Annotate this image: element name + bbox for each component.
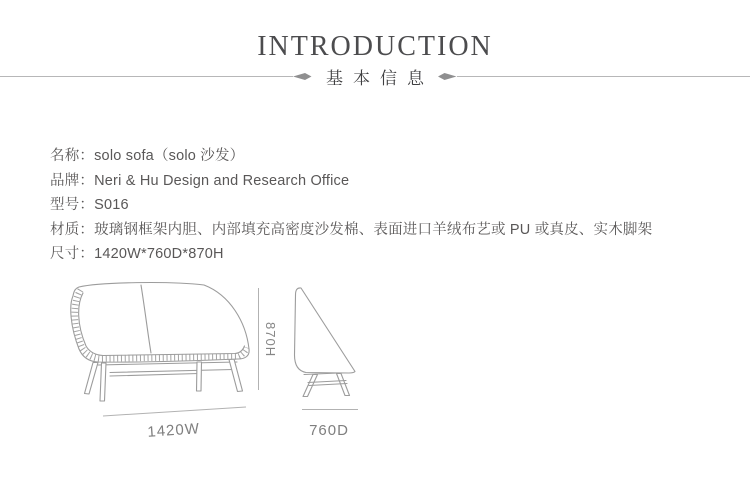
info-row-material bbox=[50, 218, 710, 243]
section-title: INTRODUCTION bbox=[257, 31, 493, 62]
info-label: 品牌： bbox=[50, 172, 95, 189]
left-rule-line bbox=[0, 76, 293, 77]
subsection-title: 基本信息 bbox=[326, 68, 434, 88]
sofa-body bbox=[71, 283, 249, 363]
left-rule bbox=[0, 72, 312, 81]
right-arrow-icon bbox=[293, 72, 312, 81]
sofa-leg bbox=[85, 363, 99, 395]
width-dimension-label: 1420W bbox=[146, 420, 201, 441]
height-dimension bbox=[259, 288, 279, 390]
dimension-diagram bbox=[40, 270, 380, 455]
right-rule bbox=[438, 72, 750, 81]
info-value: S016 bbox=[94, 197, 129, 214]
info-value: 玻璃钢框架内胆、内部填充高密度沙发棉、表面进口羊绒布艺或 PU 或真皮、实木脚架 bbox=[94, 221, 653, 238]
sofa-rail bbox=[110, 370, 233, 373]
info-label: 名称： bbox=[50, 148, 95, 164]
sofa-leg bbox=[229, 359, 243, 392]
info-value: Neri & Hu Design and Research Office bbox=[94, 172, 350, 189]
sofa-leg bbox=[197, 362, 202, 391]
width-dimension-line bbox=[103, 407, 246, 416]
sofa-rail bbox=[110, 374, 199, 377]
info-row-model bbox=[50, 193, 710, 218]
height-dimension-label: 870H bbox=[263, 322, 278, 358]
info-value: solo sofa（solo 沙发） bbox=[94, 148, 245, 164]
sofa-side-body bbox=[295, 288, 356, 373]
depth-dimension bbox=[302, 410, 358, 440]
subsection-header bbox=[0, 64, 750, 88]
depth-dimension-label: 760D bbox=[309, 422, 349, 439]
sofa-leg bbox=[100, 363, 106, 401]
sofa-front-view bbox=[71, 283, 249, 401]
right-rule-line bbox=[457, 76, 750, 77]
info-value: 1420W*760D*870H bbox=[94, 246, 224, 263]
width-dimension bbox=[103, 407, 246, 441]
info-label: 尺寸： bbox=[50, 246, 95, 263]
sofa-side-view bbox=[295, 288, 356, 397]
left-arrow-icon bbox=[438, 72, 457, 81]
info-row-size bbox=[50, 242, 710, 267]
info-label: 型号： bbox=[50, 197, 95, 214]
product-info-list bbox=[50, 144, 710, 267]
info-row-name bbox=[50, 144, 710, 169]
info-label: 材质： bbox=[50, 221, 95, 238]
info-row-brand bbox=[50, 169, 710, 194]
